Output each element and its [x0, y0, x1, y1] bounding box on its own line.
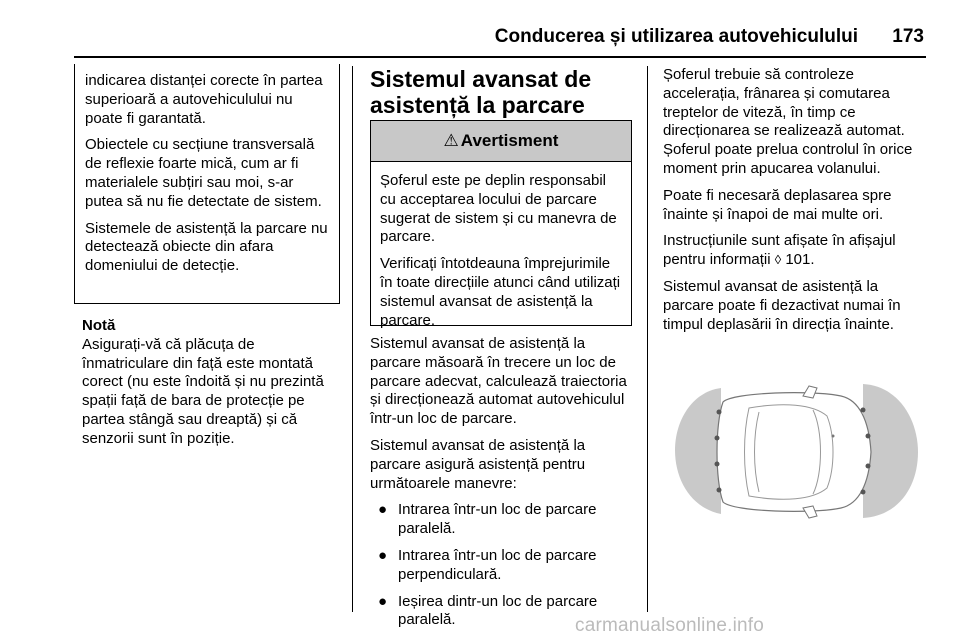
list-item-text: Intrarea într-un loc de parcare paralelă.	[398, 501, 597, 538]
right-text	[663, 66, 929, 334]
warning-paragraph: Șoferul este pe deplin responsabil cu acceptarea locului de parcare sugerat de sistem și cu manevra de parcare.	[380, 172, 617, 246]
box-paragraph: indicarea distanței corecte în partea superioară a autovehiculului nu poate fi garantată.	[85, 72, 323, 127]
rear-sensor-zone	[675, 388, 721, 514]
sensor-dot	[866, 464, 871, 469]
body-paragraph: Sistemul avansat de asistență la parcare măsoară în trecere un loc de parcare adecvat, calculează traiectoria și direcționează automat autovehiculul într-un loc de parcare.	[370, 335, 627, 428]
note-label: Notă	[82, 317, 116, 334]
car-body-icon	[717, 393, 871, 512]
camera-dot	[832, 435, 835, 438]
bullet-icon: ●	[378, 501, 388, 519]
section-title: Sistemul avansat de asistență la parcare	[370, 66, 592, 118]
sensor-dot	[861, 408, 866, 413]
bullet-icon: ●	[378, 592, 388, 610]
info-text: Instrucțiunile sunt afișate în afișajul pentru informații	[663, 232, 896, 269]
sensor-dot	[717, 488, 722, 493]
list-item	[370, 547, 636, 585]
header-rule	[74, 56, 926, 58]
page-reference-link[interactable]: 101.	[785, 251, 815, 269]
warning-label: Avertisment	[460, 131, 559, 150]
sensor-dot	[715, 462, 720, 467]
list-item-text: Intrarea într-un loc de parcare perpendiculară.	[398, 546, 597, 583]
warning-box	[370, 120, 632, 329]
note-block	[82, 317, 344, 449]
body-paragraph: Poate fi necesară deplasarea spre înainte și înapoi de mai multe ori.	[663, 186, 892, 223]
warning-triangle-icon: ⚠	[443, 131, 459, 150]
column-divider-right	[647, 66, 648, 612]
box-paragraph: Obiectele cu secțiune transversală de reflexie foarte mică, cum ar fi materialele subțiri sau moi, s-ar putea să nu fie detectate de sistem.	[85, 136, 322, 210]
sensor-dot	[866, 434, 871, 439]
body-paragraph: Șoferul trebuie să controleze accelerația, frânarea și comutarea treptelor de viteză, în timp ce direcționarea se realizează automat. Șoferul poate prelua controlul în orice moment prin apucarea volanului.	[663, 66, 913, 177]
continued-info-box	[74, 64, 340, 304]
info-paragraph	[663, 232, 929, 270]
list-item-text: Ieșirea dintr-un loc de parcare paralelă.	[398, 592, 598, 629]
note-text: Asigurați-vă că plăcuța de înmatriculare din față este montată corect (nu este îndoită și nu prezintă spații față de bara de protecție pe partea stângă sau dreaptă) și că senzorii sunt în poziție.	[82, 335, 324, 447]
maneuver-list	[370, 501, 636, 630]
body-paragraph: Sistemul avansat de asistență la parcare poate fi dezactivat numai în timpul deplasării în direcția înainte.	[663, 277, 901, 333]
warning-body	[371, 162, 631, 330]
warning-paragraph: Verificați întotdeauna împrejurimile în toate direcțiile atunci când utilizați sistemul avansat de asistență la parcare.	[380, 255, 621, 329]
column-divider-left	[352, 66, 353, 612]
bullet-icon: ●	[378, 546, 388, 564]
sensor-dot	[715, 436, 720, 441]
page-reference-icon: ◊	[774, 252, 782, 268]
box-paragraph: Sistemele de asistență la parcare nu detectează obiecte din afara domeniului de detecție.	[85, 219, 328, 275]
sensor-dot	[717, 410, 722, 415]
warning-header	[371, 121, 631, 162]
list-item	[370, 501, 636, 539]
sensor-zones-svg	[663, 340, 926, 563]
car-parking-sensor-zones-illustration	[663, 340, 926, 563]
page-header-title: Conducerea și utilizarea autovehiculului	[494, 26, 858, 47]
page-number: 173	[892, 26, 924, 47]
body-paragraph: Sistemul avansat de asistență la parcare asigură asistență pentru următoarele manevre:	[370, 436, 586, 492]
sensor-dot	[861, 490, 866, 495]
watermark: carmanualsonline.info	[575, 615, 765, 636]
middle-text	[370, 335, 636, 638]
